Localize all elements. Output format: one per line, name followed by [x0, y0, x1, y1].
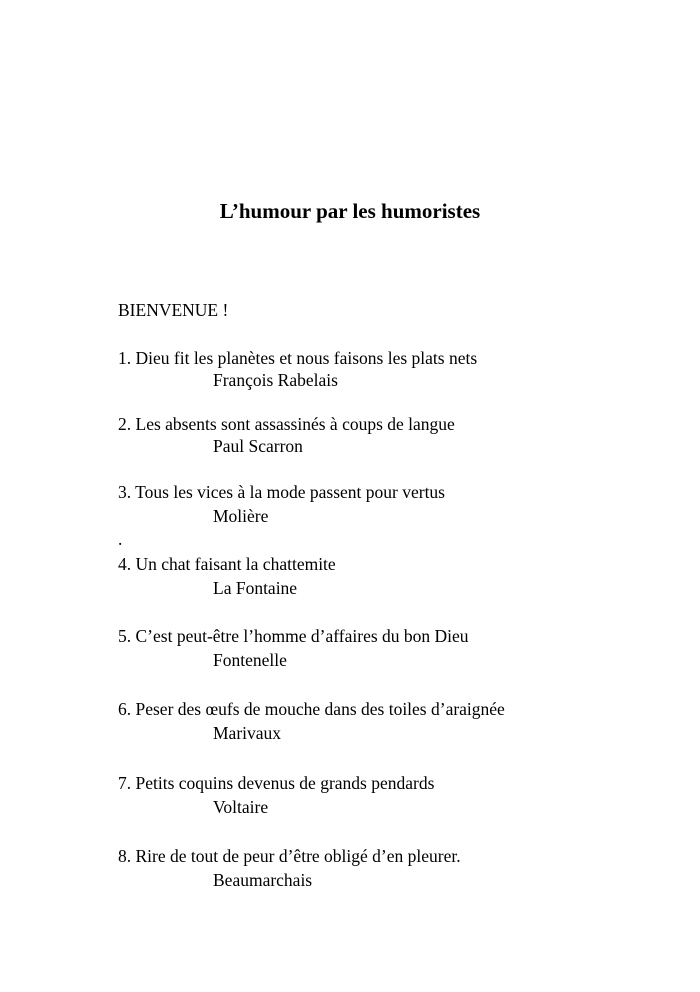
quote-item-2 [118, 413, 678, 457]
quote-text-6: 6. Peser des œufs de mouche dans des toiles d’araignée [118, 699, 505, 719]
quote-text-3: 3. Tous les vices à la mode passent pour vertus [118, 482, 445, 502]
quote-author-4: La Fontaine [213, 578, 298, 598]
quote-item-4 [118, 553, 678, 599]
quote-item-1 [118, 347, 678, 391]
quote-author-2: Paul Scarron [213, 436, 303, 456]
quote-item-6 [118, 698, 678, 744]
quote-text-7: 7. Petits coquins devenus de grands pendards [118, 773, 435, 793]
quote-text-5: 5. C’est peut-être l’homme d’affaires du bon Dieu [118, 626, 469, 646]
quote-author-3: Molière [213, 506, 269, 526]
quote-item-8 [118, 845, 678, 891]
welcome-heading: BIENVENUE ! [118, 300, 229, 320]
quote-item-7 [118, 772, 678, 818]
quote-text-8: 8. Rire de tout de peur d’être obligé d’en pleurer. [118, 846, 461, 866]
quote-item-3 [118, 481, 678, 527]
quote-author-6: Marivaux [213, 723, 282, 743]
quote-author-7: Voltaire [213, 797, 269, 817]
quote-item-5 [118, 625, 678, 671]
quote-text-1: 1. Dieu fit les planètes et nous faisons les plats nets [118, 348, 478, 368]
quote-text-4: 4. Un chat faisant la chattemite [118, 554, 336, 574]
quote-author-5: Fontenelle [213, 650, 287, 670]
quote-text-2: 2. Les absents sont assassinés à coups de langue [118, 414, 455, 434]
page-title: L’humour par les humoristes [219, 199, 481, 223]
quote-author-1: François Rabelais [213, 370, 338, 390]
stray-period-mark: . [118, 529, 123, 549]
quote-author-8: Beaumarchais [213, 870, 313, 890]
